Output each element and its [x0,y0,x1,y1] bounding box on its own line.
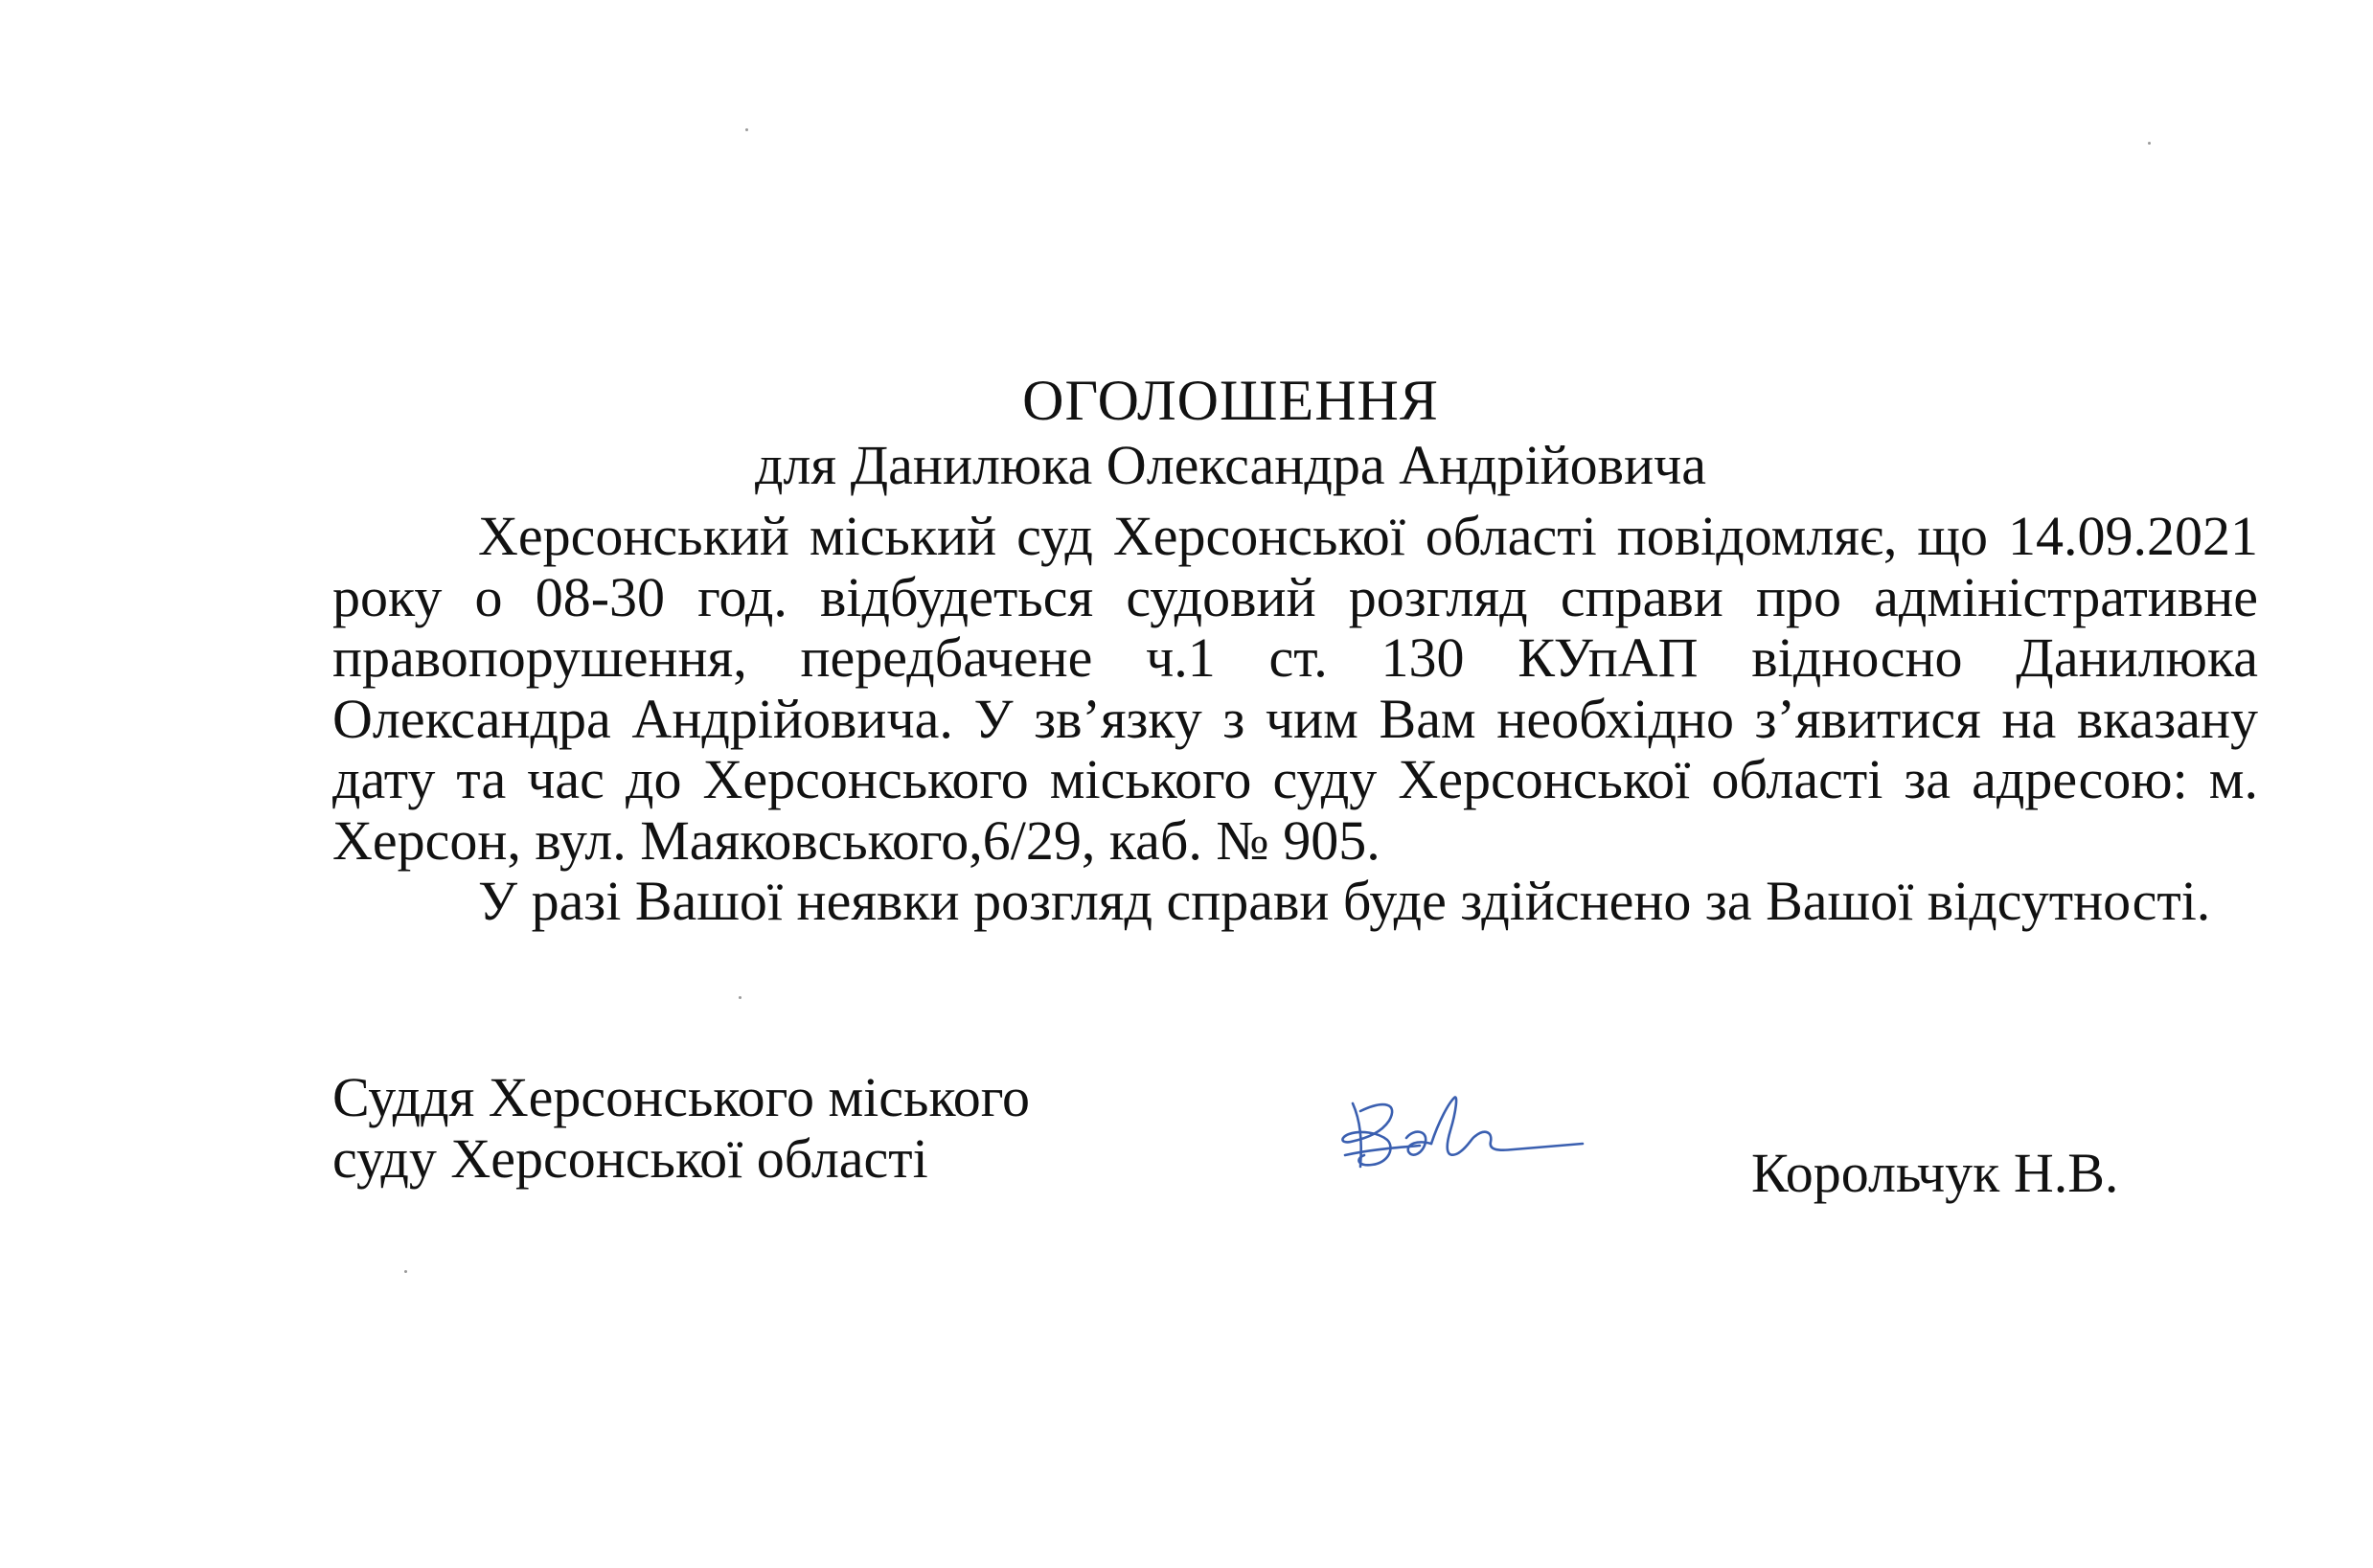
paragraph-line: Херсон, вул. Маяковського,6/29, каб. № 905. [332,808,1380,872]
handwritten-signature [1332,1082,1590,1188]
judge-position-line: Суддя Херсонського міського [332,1066,1031,1128]
paragraph-line: року о 08-30 год. відбудеться судовий розгляд справи про адміністративне [332,565,2258,628]
document-title: ОГОЛОШЕННЯ [1022,369,1439,432]
scan-speck [745,128,748,131]
paragraph-line: дату та час до Херсонського міського суду Херсонської області за адресою: м. [332,748,2258,810]
judge-name: Корольчук Н.В. [1751,1142,2119,1204]
scan-speck [739,996,742,999]
judge-position [332,1067,1030,1190]
scan-speck [2148,142,2151,145]
recipient-line: для Данилюка Олександра Андрійовича [754,434,1707,496]
paragraph-line: правопорушення, передбачене ч.1 ст. 130 КУпАП відносно Данилюка [332,626,2258,689]
paragraph-line: Херсонський міський суд Херсонської області повідомляє, що 14.09.2021 [478,505,2258,567]
paragraph-line: Олександра Андрійовича. У зв’язку з чим Вам необхідно з’явитися на вказану [332,687,2258,750]
announcement-paragraph [332,506,2258,871]
absence-notice-paragraph: У разі Вашої неявки розгляд справи буде здійснено за Вашої відсутності. [478,870,2211,932]
announcement-body [332,506,2258,932]
scan-speck [404,1270,407,1273]
judge-position-line: суду Херсонської області [332,1127,928,1190]
